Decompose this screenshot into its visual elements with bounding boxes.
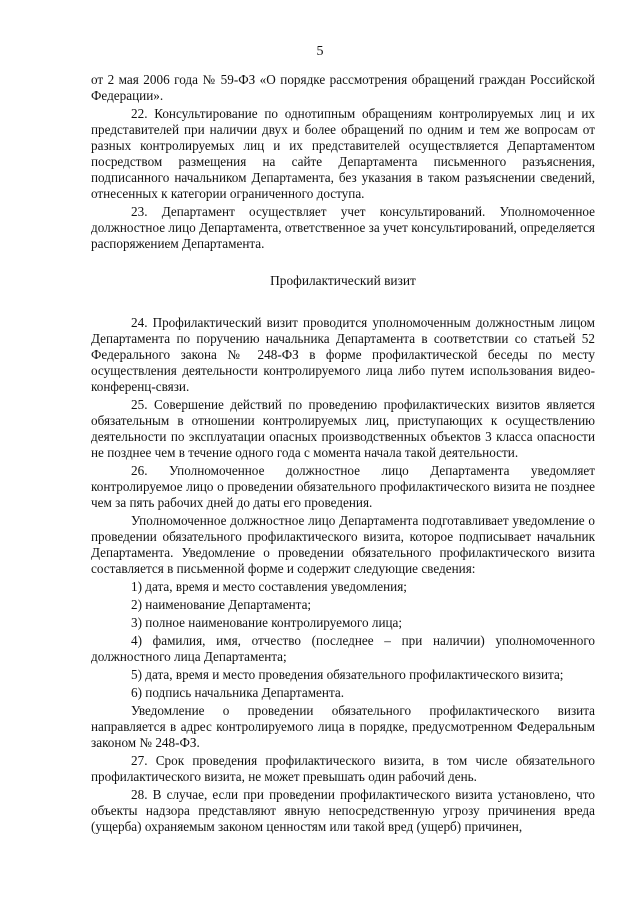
paragraph-22: 22. Консультирование по однотипным обращениям контролируемых лиц и их представителей при наличии двух и более обращений по одним и тем же вопросам от разных контролируемых лиц и их представителей осуществляется Департаментом посредством размещения на сайте Департамента письменного разъяснения, подписанного начальником Департамента, без указания в таком разъяснении сведений, отнесенных к категории ограниченного доступа. xyxy=(91,106,595,201)
paragraph-notice-delivery: Уведомление о проведении обязательного профилактического визита направляется в адрес контролируемого лица в порядке, предусмотренном Федеральным законом № 248-ФЗ. xyxy=(91,703,595,750)
paragraph-25: 25. Совершение действий по проведению профилактических визитов является обязательным в отношении контролируемых лиц, приступающих к осуществлению деятельности по эксплуатации опасных производственных объектов 3 класса опасности не позднее чем в течение одного года с момента начала такой деятельности. xyxy=(91,397,595,460)
paragraph-24: 24. Профилактический визит проводится уполномоченным должностным лицом Департамента по поручению начальника Департамента в соответствии со статьей 52 Федерального закона № 248-ФЗ в форме профилактической беседы по месту осуществления деятельности контролируемого лица либо путем использования видео-конференц-связи. xyxy=(91,315,595,394)
paragraph-23: 23. Департамент осуществляет учет консультирований. Уполномоченное должностное лицо Департамента, ответственное за учет консультирований, определяется распоряжением Департамента. xyxy=(91,204,595,251)
list-item-6: 6) подпись начальника Департамента. xyxy=(131,685,345,700)
document-body xyxy=(91,72,595,835)
paragraph-27: 27. Срок проведения профилактического визита, в том числе обязательного профилактического визита, не может превышать один рабочий день. xyxy=(91,753,595,784)
paragraph-26: 26. Уполномоченное должностное лицо Департамента уведомляет контролируемое лицо о проведении обязательного профилактического визита не позднее чем за пять рабочих дней до даты его проведения. xyxy=(91,463,595,510)
list-item-1: 1) дата, время и место составления уведомления; xyxy=(131,579,407,594)
list-item-4: 4) фамилия, имя, отчество (последнее – при наличии) уполномоченного должностного лица Департамента; xyxy=(91,633,595,664)
section-heading: Профилактический визит xyxy=(270,273,416,288)
paragraph-21-tail: от 2 мая 2006 года № 59-ФЗ «О порядке рассмотрения обращений граждан Российской Федерации». xyxy=(91,72,595,103)
list-item-3: 3) полное наименование контролируемого лица; xyxy=(131,615,403,630)
page-number: 5 xyxy=(316,44,324,59)
list-item-2: 2) наименование Департамента; xyxy=(131,597,312,612)
paragraph-28: 28. В случае, если при проведении профилактического визита установлено, что объекты надзора представляют явную непосредственную угрозу причинения вреда (ущерба) охраняемым законом ценностям или такой вред (ущерб) причинен, xyxy=(91,787,595,834)
paragraph-notice: Уполномоченное должностное лицо Департамента подготавливает уведомление о проведении обязательного профилактического визита, которое подписывает начальник Департамента. Уведомление о проведении обязательного профилактического визита составляется в письменной форме и содержит следующие сведения: xyxy=(91,513,595,576)
list-item-5: 5) дата, время и место проведения обязательного профилактического визита; xyxy=(131,667,564,682)
